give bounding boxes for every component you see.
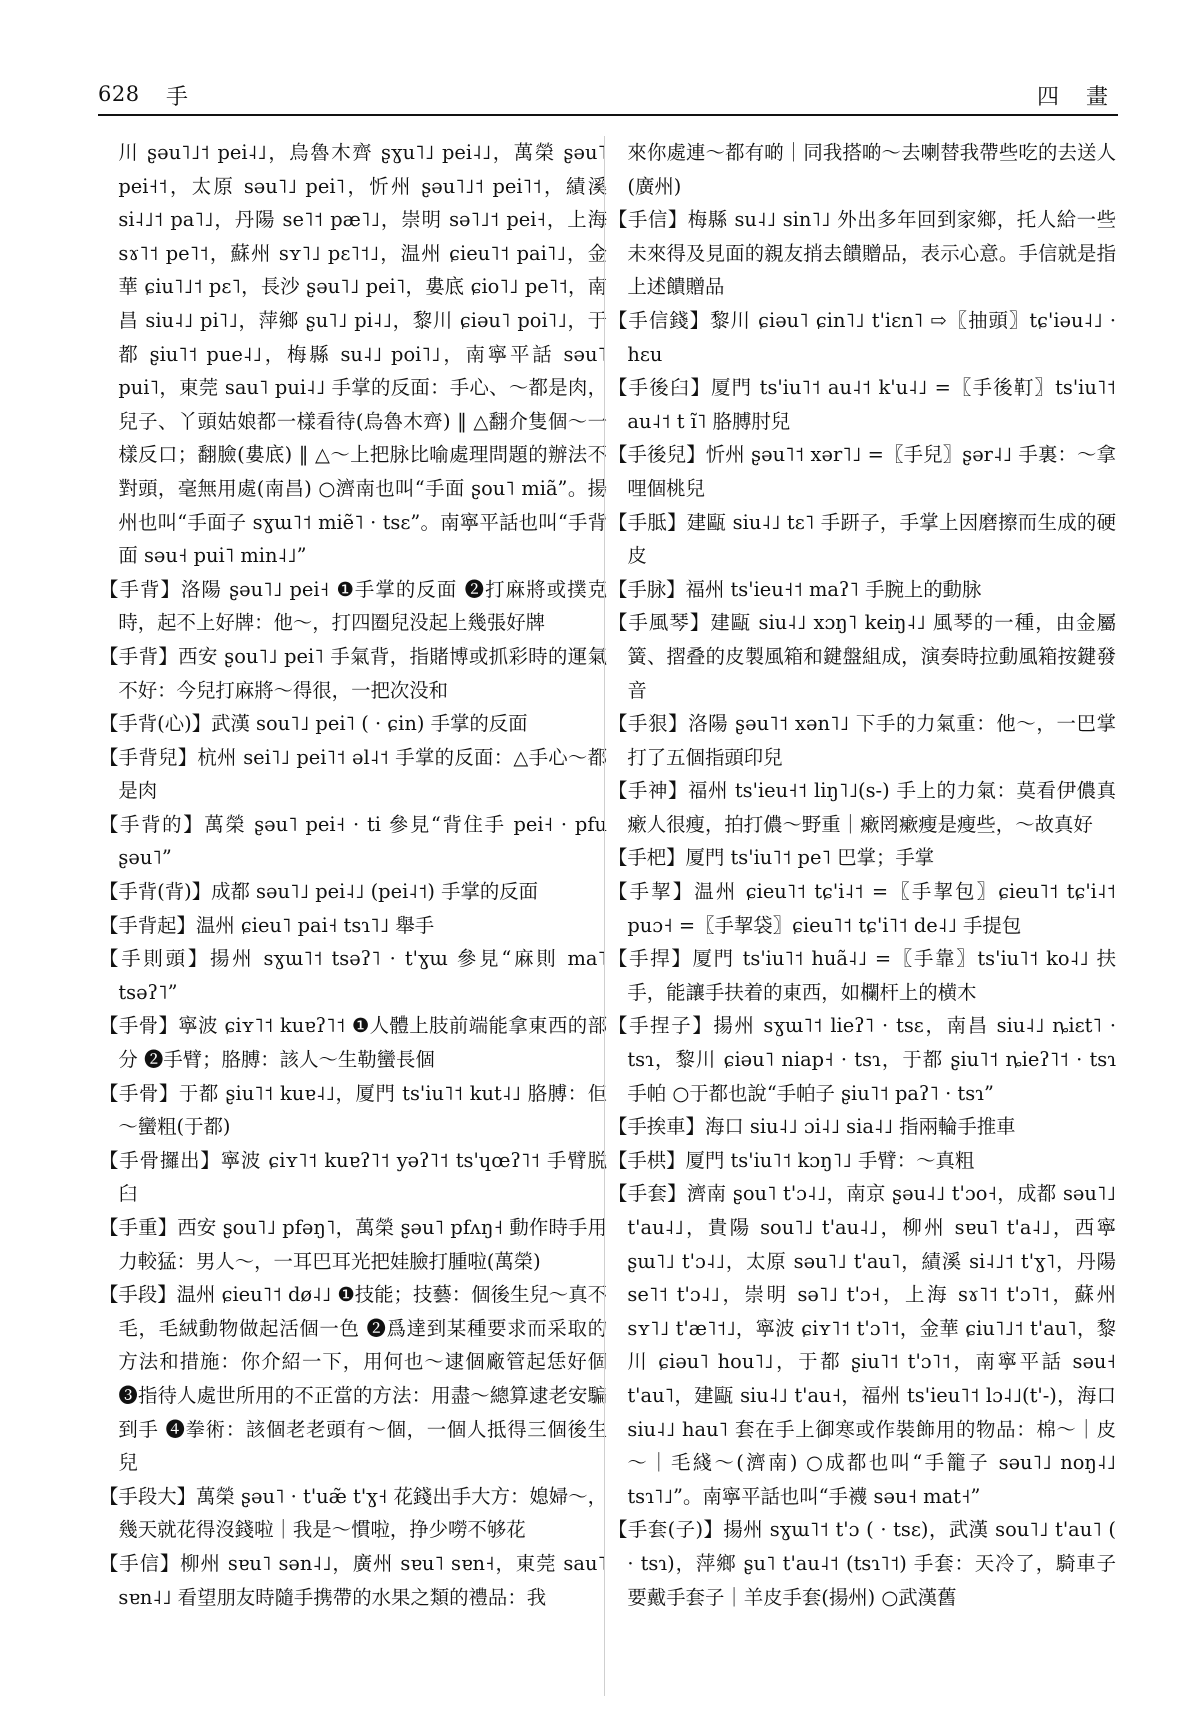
dictionary-entry: 【手捏子】揚州 sɣɯ˥˦ lieʔ˥ · tsɛ，南昌 siu˨˩ ȵiɛt˥ · tsɿ，黎川 ɕiəu˥ niap˧ · tsɿ，于都 ʂiu˥˦ ȵieʔ˥˦ · tsɿ 手帕 ○于都也說“手帕子 ʂiu˥˦ paʔ˥ · tsɿ” bbox=[608, 1014, 1116, 1105]
dictionary-entry: 【手骨】寧波 ɕiʏ˥˦ kuɐʔ˥˦ ❶人體上肢前端能拿東西的部分 ❷手臂；胳膊：該人～生勒蠻長個 bbox=[99, 1014, 607, 1072]
dictionary-entry: 【手則頭】揚州 sɣɯ˥˦ tsəʔ˥ · t'ɣɯ 參見“麻則 ma˥ tsəʔ˥” bbox=[99, 947, 607, 1004]
dictionary-entry: 【手套(子)】揚州 sɣɯ˥˦ t'ɔ ( · tsɛ)，武漢 sou˥˩ t'au˥ ( · tsɿ)，萍鄉 ʂu˥ t'au˨˦ (tsɿ˥˦) 手套：天冷了，騎車子要戴手套子｜羊皮手套(揚州) ○武漢舊 bbox=[608, 1518, 1116, 1609]
dictionary-entry: 【手挨車】海口 siu˨˩ ɔi˨˩ sia˨˩ 指兩輪手推車 bbox=[608, 1115, 1016, 1139]
dictionary-entry: 【手後兒】忻州 ʂəu˥˦ xər˥˩ =〖手兒〗ʂər˨˩ 手裏：～拿哩個桃兒 bbox=[608, 443, 1116, 500]
dictionary-entry: 【手背的】萬榮 ʂəu˥ pei˧ · ti 參見“背住手 pei˧ · pfu ʂəu˥” bbox=[99, 812, 607, 870]
dictionary-entry: 【手套】濟南 ʂou˥ t'ɔ˨˩，南京 ʂəu˨˩ t'ɔo˧，成都 səu˥˩ t'au˨˩，貴陽 sou˥˩ t'au˨˩，柳州 sɐu˥ t'a˨˩，西寧 ʂɯ˥˩ t'ɔ˨˩，太原 səu˥˩ t'au˥，績溪 si˨˩˦ t'ɣ˥，丹陽 se˥˦ t'ɔ˨˩，崇明 sə˥˩ t'ɔ˧，上海 sɤ˥˦ t'ɔ˥˦，蘇州 sʏ˥˩ t'æ˥˦˩，寧波 ɕiʏ˥˦ t'ɔ˥˦，金華 ɕiu˥˩˦ t'au˥，黎川 ɕiəu˥ hou˥˩，于都 ʂiu˥˦ t'ɔ˥˦，南寧平話 səu˧ t'au˥，建甌 siu˨˩ t'au˧，福州 ts'ieu˥˦ lɔ˨˩(t'-)，海口 siu˨˩ hau˥ 套在手上御寒或作裝飾用的物品：棉～｜皮～｜毛綫～(濟南) ○成都也叫“手籠子 səu˥˩ noŋ˨˩ tsɿ˥˩”。南寧平話也叫“手襪 səu˧ mat˧” bbox=[608, 1182, 1116, 1508]
dictionary-entry: 【手重】西安 ʂou˥˩ pfəŋ˥，萬榮 ʂəu˥ pfʌŋ˧ 動作時手用力較猛：男人～，一耳巴耳光把娃臉打腫啦(萬榮) bbox=[99, 1216, 607, 1273]
dictionary-entry: 【手神】福州 ts'ieu˧˦ liŋ˥˩(s-) 手上的力氣：莫看伊儂真瘶人很瘦，拍打儂～野重｜瘶罔瘶瘦是瘦些，～故真好 bbox=[608, 779, 1116, 836]
section-title: 四 畫 bbox=[1037, 85, 1118, 110]
column-divider bbox=[604, 136, 605, 1696]
page-header bbox=[98, 70, 1118, 114]
left-column bbox=[99, 136, 607, 1696]
header-rule bbox=[98, 114, 1118, 116]
dictionary-entry: 【手段大】萬榮 ʂəu˥ · t'uæ̃ t'ɣ˧ 花錢出手大方：媳婦～，幾天就花得沒錢啦｜我是～慣啦，挣少嘮不够花 bbox=[99, 1484, 607, 1542]
dictionary-entry: 【手背(心)】武漢 sou˥˩ pei˥ ( · ɕin) 手掌的反面 bbox=[99, 712, 528, 736]
dictionary-entry: 【手捍】厦門 ts'iu˥˦ huã˨˩ =〖手靠〗ts'iu˥˦ ko˨˩ 扶手，能讓手扶着的東西，如欄杆上的横木 bbox=[608, 947, 1116, 1004]
right-column bbox=[608, 136, 1116, 1696]
dictionary-entry: 【手脉】福州 ts'ieu˧˦ maʔ˥ 手腕上的動脉 bbox=[608, 577, 982, 601]
dictionary-entry: 【手背(背)】成都 səu˥˩ pei˨˩ (pei˨˦) 手掌的反面 bbox=[99, 880, 539, 904]
dictionary-entry: 【手胝】建甌 siu˨˩ tɛ˥ 手趼子，手掌上因磨擦而生成的硬皮 bbox=[608, 510, 1116, 568]
page-number: 628 bbox=[98, 82, 140, 106]
dictionary-entry: 【手背】西安 ʂou˥˩ pei˥ 手氣背，指賭博或抓彩時的運氣不好：今兒打麻將～得很，一把次没和 bbox=[99, 644, 607, 702]
dictionary-entry: 【手挈】温州 ɕieu˥˦ tɕ'i˨˦ =〖手挈包〗ɕieu˥˦ tɕ'i˨˦ puɔ˧ =〖手挈袋〗ɕieu˥˦ tɕ'i˥˦ de˨˩ 手提包 bbox=[608, 880, 1116, 937]
dictionary-entry: 【手骨】于都 ʂiu˥˦ kuɐ˨˩，厦門 ts'iu˥˦ kut˨˩ 胳膊：佢～蠻粗(于都) bbox=[99, 1081, 607, 1139]
dictionary-entry: 【手風琴】建甌 siu˨˩ xɔŋ˥ keiŋ˨˩ 風琴的一種，由金屬簧、摺叠的皮製風箱和鍵盤組成，演奏時拉動風箱按鍵發音 bbox=[608, 611, 1116, 702]
entry-continuation: 川 ʂəu˥˩˦ pei˨˩，烏魯木齊 ʂɣu˥˩ pei˨˩，萬榮 ʂəu˥ pei˧˦，太原 səu˥˩ pei˥，忻州 ʂəu˥˩˦ pei˥˦，績溪 si˨˩˦ pa˥˩，丹陽 se˥˦ pæ˥˩，崇明 sə˥˩˦ pei˧，上海 sɤ˥˦ pe˥˦，蘇州 sʏ˥˩ pɛ˥˦˩，温州 ɕieu˥˦ pai˥˩，金華 ɕiu˥˩˦ pɛ˥，長沙 ʂəu˥˩ pei˥，婁底 ɕio˥˩ pe˥˦，南昌 siu˨˩ pi˥˩，萍鄉 ʂu˥˩ pi˨˩，黎川 ɕiəu˥ poi˥˩，于都 ʂiu˥˦ pue˨˩，梅縣 su˨˩ poi˥˩，南寧平話 səu˥ pui˥，東莞 sau˥ pui˨˩ 手掌的反面：手心、～都是肉，兒子、丫頭姑娘都一樣看待(烏魯木齊) ‖ △翻介隻個～一樣反口；翻臉(婁底) ‖ △～上把脉比喻處理問題的辦法不對頭，毫無用處(南昌) ○濟南也叫“手面 ʂou˥ miã”。揚州也叫“手面子 sɣɯ˥˦ miẽ˥ · tsɛ”。南寧平話也叫“手背面 səu˧ pui˥ min˨˩” bbox=[118, 141, 607, 568]
dictionary-entry: 【手骨攞出】寧波 ɕiʏ˥˦ kuɐʔ˥˦ yəʔ˥˦ ts'ɥœʔ˥˦ 手臂脱臼 bbox=[99, 1148, 607, 1206]
entry-continuation: 來你處連～都有啲｜同我搭啲～去喇替我帶些吃的去送人(廣州) bbox=[627, 141, 1116, 198]
dictionary-entry: 【手杷】厦門 ts'iu˥˦ pe˥ 巴掌；手掌 bbox=[608, 846, 935, 870]
dictionary-entry: 【手背起】温州 ɕieu˥ pai˧ tsɿ˥˩ 舉手 bbox=[99, 913, 435, 937]
dictionary-entry: 【手背兒】杭州 sei˥˩ pei˥˦ əl˨˦ 手掌的反面：△手心～都是肉 bbox=[99, 745, 607, 803]
dictionary-entry: 【手栱】厦門 ts'iu˥˦ kɔŋ˥˩ 手臂：～真粗 bbox=[608, 1148, 975, 1172]
dictionary-entry: 【手信】梅縣 su˨˩ sin˥˩ 外出多年回到家鄉，托人給一些未來得及見面的親友捎去饋贈品，表示心意。手信就是指上述饋贈品 bbox=[608, 208, 1116, 299]
dictionary-entry: 【手狠】洛陽 ʂəu˥˦ xən˥˩ 下手的力氣重：他～，一巴掌打了五個指頭印兒 bbox=[608, 712, 1116, 769]
dictionary-entry: 【手信錢】黎川 ɕiəu˥ ɕin˥˩ t'iɛn˥ ⇨〖抽頭〗tɕ'iəu˨˩ · hɛu bbox=[608, 308, 1116, 366]
dictionary-entry: 【手段】温州 ɕieu˥˦ dø˨˩ ❶技能；技藝：個後生兒～真不毛，毛絨動物做起活個一色 ❷爲達到某種要求而采取的方法和措施：你介紹一下，用何也～逮個廠管起恁好個 ❸指待人處世所用的不正當的方法：用盡～總算逮老安騙到手 ❹拳術：該個老老頭有～個，一個人抵得三個後生兒 bbox=[99, 1283, 607, 1475]
dictionary-entry: 【手信】柳州 sɐu˥ sən˨˩，廣州 sɐu˥ sɐn˧，東莞 sau˥ sɐn˨˩ 看望朋友時隨手携帶的水果之類的禮品：我 bbox=[99, 1551, 607, 1609]
page-head-character: 手 bbox=[166, 85, 189, 110]
dictionary-entry: 【手後臼】厦門 ts'iu˥˦ au˨˦ k'u˨˩ =〖手後靪〗ts'iu˥˦ au˨˦ t ĩ˥ 胳膊肘兒 bbox=[608, 376, 1116, 433]
dictionary-entry: 【手背】洛陽 ʂəu˥˩ pei˧ ❶手掌的反面 ❷打麻將或撲克時，起不上好牌：他～，打四圈兒没起上幾張好牌 bbox=[99, 577, 607, 635]
